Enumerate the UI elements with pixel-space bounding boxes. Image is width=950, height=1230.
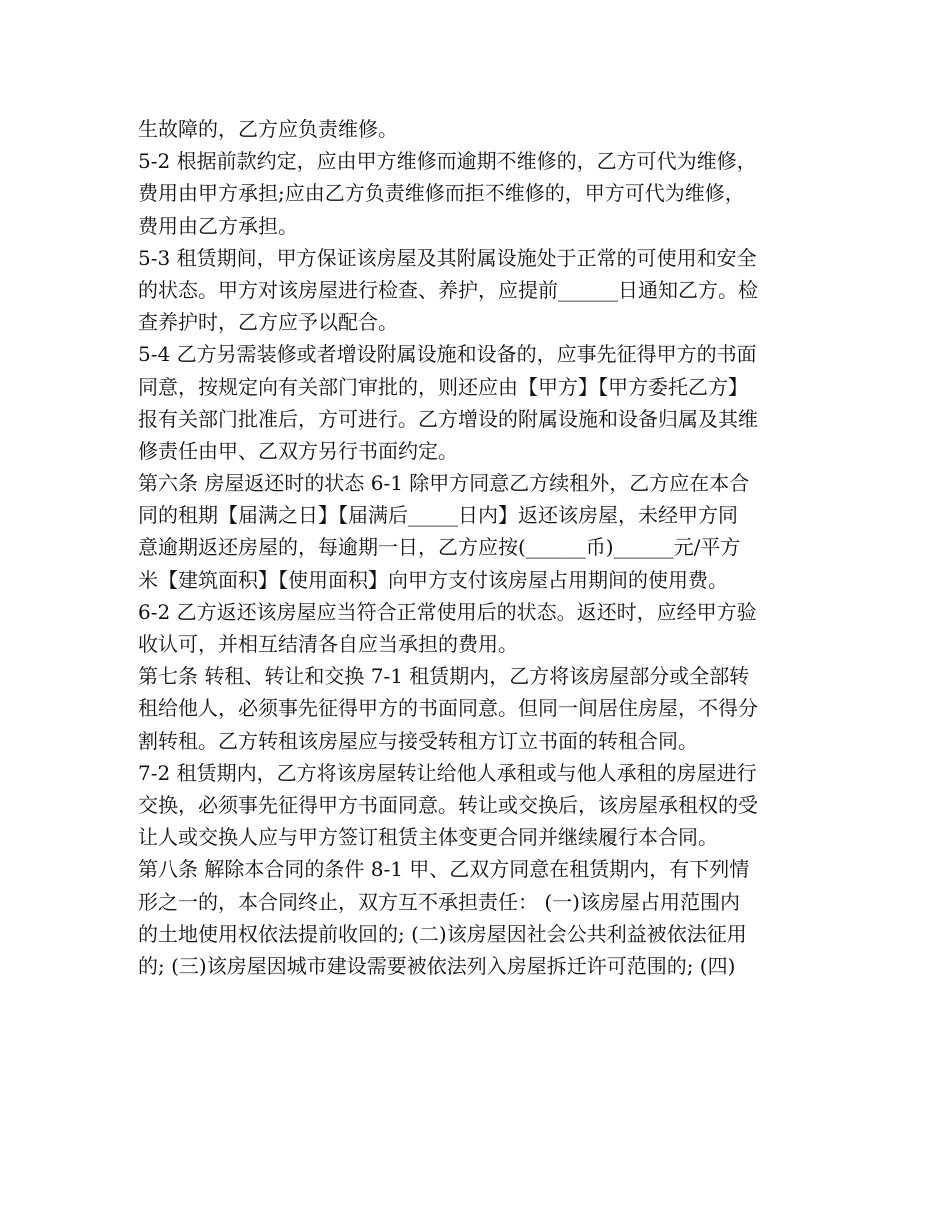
text-line: 的土地使用权依法提前收回的; (二)该房屋因社会公共利益被依法征用 [138,921,747,946]
text-line: 交换，必须事先征得甲方书面同意。转让或交换后，该房屋承租权的受 [138,792,758,817]
text-line: 形之一的，本合同终止，双方互不承担责任： (一)该房屋占用范围内 [138,889,740,914]
text-line: 5-4 乙方另需装修或者增设附属设施和设备的，应事先征得甲方的书面 [138,342,757,367]
text-line: 让人或交换人应与甲方签订租赁主体变更合同并继续履行本合同。 [138,825,718,850]
contract-text-body [138,113,828,982]
text-line: 费用由甲方承担;应由乙方负责维修而拒不维修的，甲方可代为维修， [138,181,745,206]
text-line: 米【建筑面积】【使用面积】向甲方支付该房屋占用期间的使用费。 [138,567,728,592]
text-line: 5-2 根据前款约定，应由甲方维修而逾期不维修的，乙方可代为维修， [138,149,757,174]
text-line: 意逾期返还房屋的，每逾期一日，乙方应按(______币)______元/平方 [138,535,741,560]
text-line: 修责任由甲、乙双方另行书面约定。 [138,438,458,463]
text-line: 第七条 转租、转让和交换 7-1 租赁期内，乙方将该房屋部分或全部转 [138,664,750,689]
text-line: 的; (三)该房屋因城市建设需要被依法列入房屋拆迁许可范围的; (四) [138,953,736,978]
text-line: 收认可，并相互结清各自应当承担的费用。 [138,632,518,656]
text-line: 7-2 租赁期内，乙方将该房屋转让给他人承租或与他人承租的房屋进行 [138,760,757,785]
text-line: 报有关部门批准后，方可进行。乙方增设的附属设施和设备归属及其维 [138,406,758,431]
text-line: 5-3 租赁期间，甲方保证该房屋及其附属设施处于正常的可使用和安全 [138,245,757,270]
text-line: 租给他人，必须事先征得甲方的书面同意。但同一间居住房屋，不得分 [138,696,758,721]
text-line: 第六条 房屋返还时的状态 6-1 除甲方同意乙方续租外，乙方应在本合 [138,471,750,496]
text-line: 6-2 乙方返还该房屋应当符合正常使用后的状态。返还时，应经甲方验 [138,599,757,624]
text-line: 的状态。甲方对该房屋进行检查、养护，应提前______日通知乙方。检 [138,277,758,302]
text-line: 割转租。乙方转租该房屋应与接受转租方订立书面的转租合同。 [138,728,698,753]
text-line: 同意，按规定向有关部门审批的，则还应由【甲方】【甲方委托乙方】 [138,374,748,399]
text-line: 同的租期【届满之日】【届满后_____日内】返还该房屋，未经甲方同 [138,503,738,528]
text-line: 生故障的，乙方应负责维修。 [138,117,398,141]
text-line: 查养护时，乙方应予以配合。 [138,310,398,335]
text-line: 费用由乙方承担。 [138,213,298,238]
text-line: 第八条 解除本合同的条件 8-1 甲、乙双方同意在租赁期内，有下列情 [138,857,750,882]
